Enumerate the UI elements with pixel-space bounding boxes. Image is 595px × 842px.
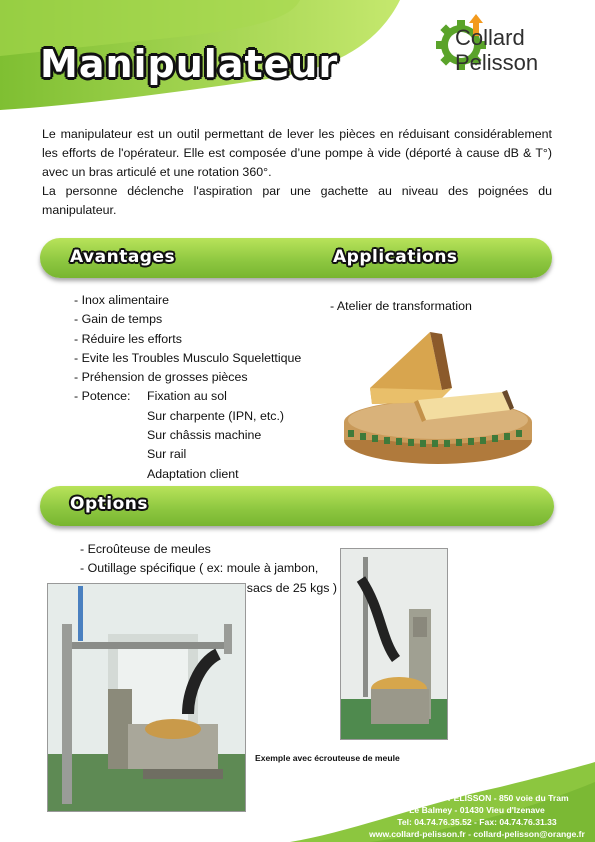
intro-paragraph-2: La personne déclenche l'aspiration par une gachette au niveau des poignées du manipulateur.: [42, 184, 552, 217]
list-item: sacs de 25 kgs ): [246, 580, 337, 595]
list-item: - Gain de temps: [74, 312, 163, 327]
footer-phone: Tel: 04.74.76.35.52 - Fax: 04.74.76.31.33: [397, 817, 557, 827]
list-item: - Ecroûteuse de meules: [80, 542, 211, 556]
manipulator-photo-right: [340, 548, 448, 740]
potence-option: Sur charpente (IPN, etc.): [147, 408, 285, 423]
potence-row: [74, 387, 301, 406]
logo-text-collard: Collard: [455, 25, 525, 50]
footer-web-email: www.collard-pelisson.fr - collard-pelisson@orange.fr: [369, 829, 585, 839]
applications-heading: Applications: [333, 247, 458, 267]
page-title: Manipulateur: [40, 42, 339, 86]
intro-text: [42, 125, 552, 220]
intro-paragraph-1: Le manipulateur est un outil permettant de lever les pièces en réduisant considérablement les efforts de l'opérateur. Elle est composée d’une pompe à vide (déporté à cause dB & T°) avec un bras articulé et une rotation 360°.: [42, 127, 552, 179]
footer-address: [362, 792, 592, 840]
manipulator-photo-left: [47, 583, 246, 812]
potence-option: Adaptation client: [147, 466, 239, 481]
photo-caption: Exemple avec écrouteuse de meule: [255, 753, 400, 763]
potence-option: Sur rail: [147, 447, 187, 462]
potence-option: Sur châssis machine: [147, 428, 262, 443]
list-item: - Evite les Troubles Musculo Squelettique: [74, 350, 302, 365]
list-item: - Préhension de grosses pièces: [74, 370, 248, 385]
list-item: - Réduire les efforts: [74, 331, 182, 346]
potence-label: - Potence:: [74, 389, 131, 404]
logo-text-pelisson: Pelisson: [455, 50, 539, 75]
footer-company: Ets. COLLARD PELISSON - 850 voie du Tram: [385, 793, 569, 803]
cheese-image: [342, 330, 542, 468]
avantages-list: [74, 291, 301, 484]
list-item: - Atelier de transformation: [330, 299, 472, 313]
list-item: - Inox alimentaire: [74, 293, 170, 307]
applications-list: [330, 297, 472, 316]
list-item: - Outillage spécifique ( ex: moule à jambon,: [80, 561, 319, 576]
footer-location: Le Balmey - 01430 Vieu d'Izenave: [409, 805, 545, 815]
options-heading: Options: [70, 494, 148, 514]
potence-option: Fixation au sol: [147, 389, 227, 404]
avantages-heading: Avantages: [70, 247, 176, 267]
